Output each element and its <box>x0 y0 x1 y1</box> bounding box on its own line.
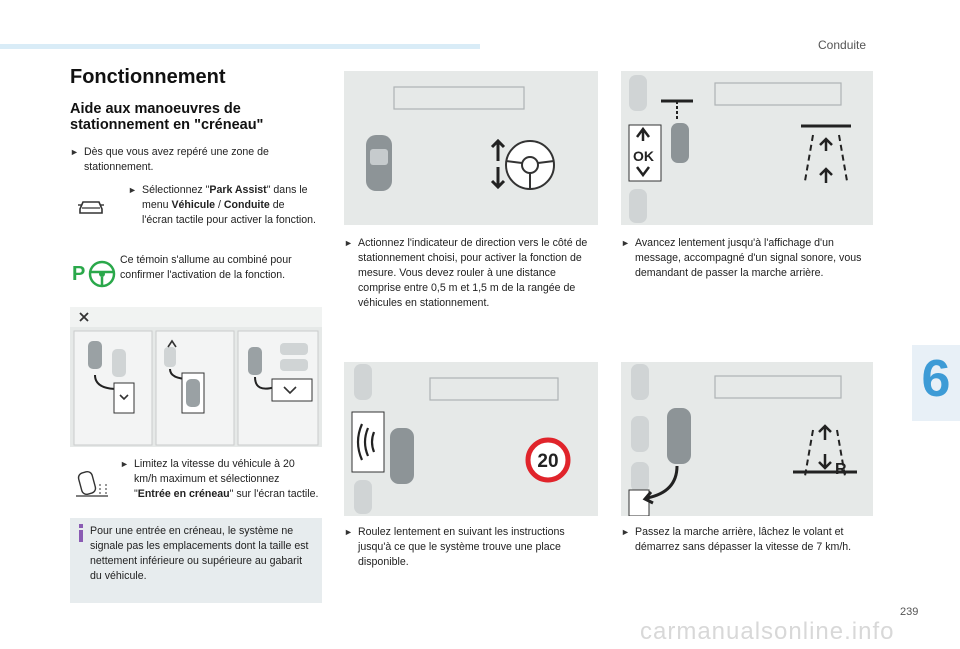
step-7 <box>344 525 600 570</box>
step-3-text: Ce témoin s'allume au combiné pour confirmer l'activation de la fonction. <box>120 254 292 281</box>
bullet-icon: ► <box>70 147 79 157</box>
bullet-icon: ► <box>120 459 129 469</box>
info-icon <box>76 524 86 542</box>
info-note <box>70 518 322 603</box>
step-2 <box>128 183 323 228</box>
car-touchscreen-icon <box>76 196 106 216</box>
page-title: Fonctionnement <box>70 66 226 88</box>
bullet-icon: ► <box>344 527 353 537</box>
indicator-letter: P <box>72 263 86 285</box>
header-bar <box>0 44 480 49</box>
step-4 <box>120 457 325 502</box>
bullet-icon: ► <box>621 238 630 248</box>
chapter-number: 6 <box>921 350 951 408</box>
reverse-label: R <box>835 461 847 478</box>
step-2-text: Sélectionnez "Park Assist" dans le menu Véhicule / Conduite de l'écran tactile pour activer la fonction. <box>142 184 316 226</box>
bullet-icon: ► <box>344 238 353 248</box>
section-subtitle: Aide aux manoeuvres de stationnement en "créneau" <box>70 101 264 133</box>
note-text: Pour une entrée en créneau, le système ne signale pas les emplacements dont la taille est nettement inférieure ou supérieure au gabarit du véhicule. <box>90 525 309 582</box>
step-1 <box>70 145 320 175</box>
step-5 <box>344 236 600 311</box>
step-8-text: Passez la marche arrière, lâchez le volant et démarrez sans dépasser la vitesse de 7 km/h. <box>635 526 852 553</box>
step-1-text: Dès que vous avez repéré une zone de stationnement. <box>84 146 269 173</box>
step-8 <box>621 525 877 555</box>
speed-limit-label: 20 <box>537 451 559 472</box>
step-4-text: Limitez la vitesse du véhicule à 20 km/h maximum et sélectionnez "Entrée en créneau" sur l'écran tactile. <box>134 458 319 500</box>
speed-limit-figure <box>344 362 598 516</box>
bullet-icon: ► <box>128 185 137 195</box>
park-assist-indicator-icon <box>72 258 118 290</box>
turn-indicator-figure <box>344 71 598 225</box>
bullet-icon: ► <box>621 527 630 537</box>
step-7-text: Roulez lentement en suivant les instructions jusqu'à ce que le système trouve une place disponible. <box>358 526 565 568</box>
section-label: Conduite <box>818 38 867 52</box>
chapter-tab <box>912 345 960 421</box>
parking-mode-selector-figure <box>70 307 322 447</box>
reverse-gear-figure <box>621 362 873 516</box>
step-6 <box>621 236 877 281</box>
watermark: carmanualsonline.info <box>640 618 895 645</box>
page-number: 239 <box>900 606 919 618</box>
car-speed-limit-icon <box>74 466 110 498</box>
step-5-text: Actionnez l'indicateur de direction vers le côté de stationnement choisi, pour activer la fonction de mesure. Vous devez rouler à une distance comprise entre 0,5 m et 1,5 m de la rangée de véhicules en stationnement. <box>358 237 588 309</box>
step-6-text: Avancez lentement jusqu'à l'affichage d'un message, accompagné d'un signal sonore, vous demandant de passer la marche arrière. <box>635 237 862 279</box>
reverse-message-figure <box>621 71 873 225</box>
ok-label: OK <box>633 148 654 164</box>
